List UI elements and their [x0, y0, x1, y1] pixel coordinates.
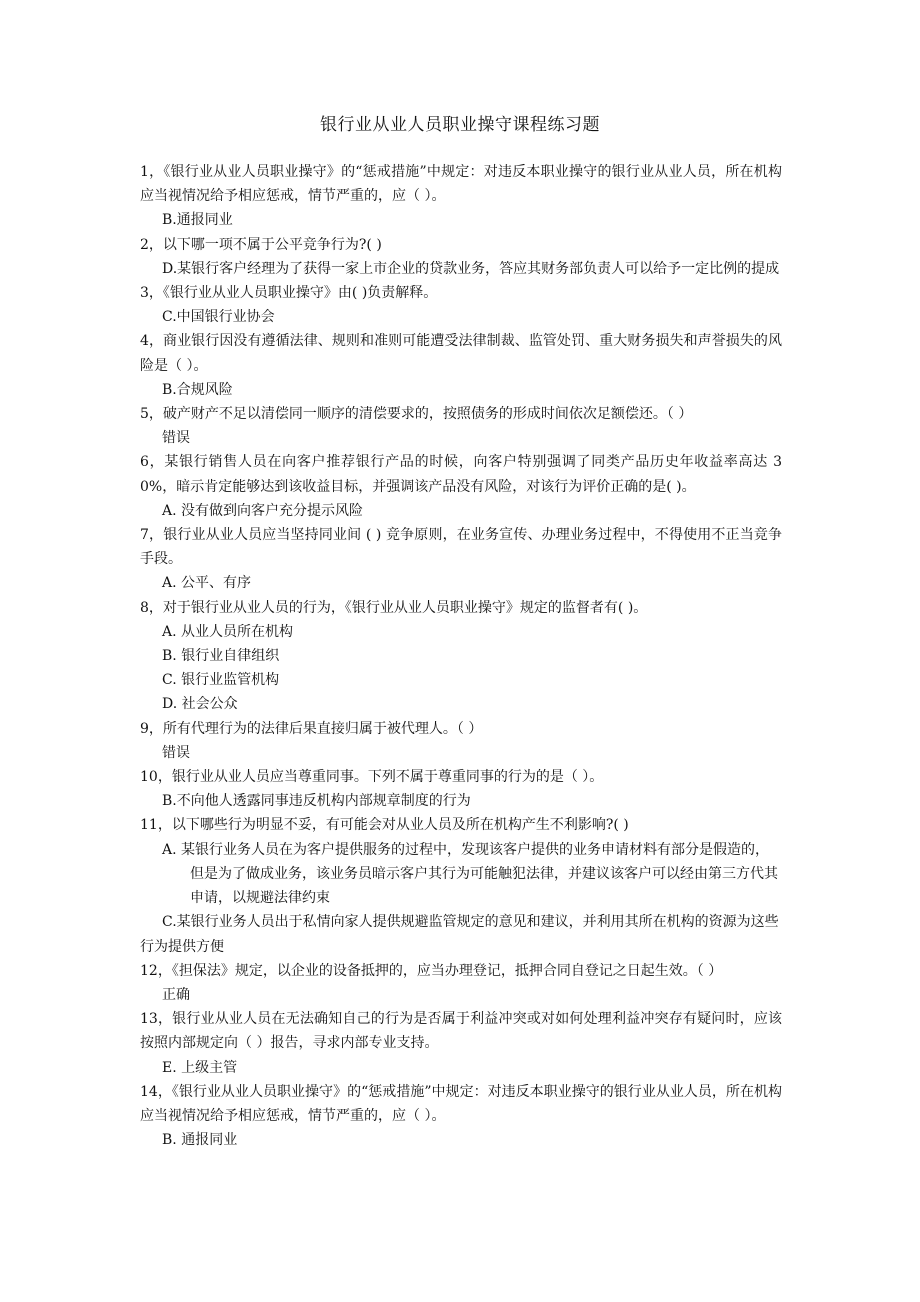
question-text: 13，银行业从业人员在无法确知自己的行为是否属于利益冲突或对如何处理利益冲突存有疑问时，应该按照内部规定向（ ）报告，寻求内部专业支持。 [140, 1011, 782, 1052]
question-list [140, 160, 782, 1152]
answer-text: C. 银行业监管机构 [162, 672, 280, 689]
answer-text: B.合规风险 [162, 381, 233, 398]
answer-text: B.不向他人透露同事违反机构内部规章制度的行为 [162, 793, 471, 810]
question-text: 10，银行业从业人员应当尊重同事。下列不属于尊重同事的行为的是（ ）。 [140, 769, 604, 786]
answer-text: B.通报同业 [162, 212, 233, 229]
answer-text: A. 某银行业务人员在为客户提供服务的过程中，发现该客户提供的业务申请材料有部分是假造的，但是为了做成业务，该业务员暗示客户其行为可能触犯法律，并建议该客户可以经由第三方代其申请，以规避法律约束 [162, 841, 778, 907]
question-text: 7，银行业从业人员应当坚持同业间 ( ) 竞争原则，在业务宣传、办理业务过程中，不得使用不正当竞争手段。 [140, 527, 782, 568]
answer-text: B. 银行业自律组织 [162, 648, 280, 665]
question-text: 2，以下哪一项不属于公平竞争行为?( ) [140, 236, 382, 253]
answer-text: 正确 [162, 986, 190, 1003]
answer-text: B. 通报同业 [162, 1132, 238, 1149]
question-text: 11，以下哪些行为明显不妥，有可能会对从业人员及所在机构产生不利影响?( ) [140, 817, 629, 834]
answer-text: 错误 [162, 430, 190, 447]
question-text: 9，所有代理行为的法律后果直接归属于被代理人。（ ） [140, 720, 483, 737]
answer-text: C.中国银行业协会 [162, 309, 275, 326]
question-text: 5，破产财产不足以清偿同一顺序的清偿要求的，按照债务的形成时间依次足额偿还。（ ） [140, 406, 693, 423]
page-title: 银行业从业人员职业操守课程练习题 [320, 115, 600, 135]
answer-text: A. 没有做到向客户充分提示风险 [162, 502, 364, 519]
answer-text: 错误 [162, 744, 190, 761]
answer-text: D.某银行客户经理为了获得一家上市企业的贷款业务，答应其财务部负责人可以给予一定比例的提成 [162, 260, 780, 277]
question-text: 14，《银行业从业人员职业操守》的“惩戒措施”中规定：对违反本职业操守的银行业从业人员，所在机构应当视情况给予相应惩戒，情节严重的，应（ ）。 [140, 1083, 782, 1124]
question-text: 6，某银行销售人员在向客户推荐银行产品的时候，向客户特别强调了同类产品历史年收益率高达 30%，暗示肯定能够达到该收益目标，并强调该产品没有风险，对该行为评价正确的是( )。 [140, 454, 782, 495]
question-text: 8，对于银行业从业人员的行为，《银行业从业人员职业操守》规定的监督者有( )。 [140, 599, 648, 616]
answer-text: A. 从业人员所在机构 [162, 623, 294, 640]
answer-text: D. 社会公众 [162, 696, 238, 713]
question-text: 3，《银行业从业人员职业操守》由( )负责解释。 [140, 285, 438, 302]
question-text: 4，商业银行因没有遵循法律、规则和准则可能遭受法律制裁、监管处罚、重大财务损失和声誉损失的风险是（ ）。 [140, 333, 782, 374]
question-text: 1，《银行业从业人员职业操守》的“惩戒措施”中规定：对违反本职业操守的银行业从业人员，所在机构应当视情况给予相应惩戒，情节严重的，应（ ）。 [140, 164, 782, 205]
question-text: 12，《担保法》规定，以企业的设备抵押的，应当办理登记，抵押合同自登记之日起生效。（ ） [140, 962, 723, 979]
answer-text: A. 公平、有序 [162, 575, 252, 592]
answer-text: C.某银行业务人员出于私情向家人提供规避监管规定的意见和建议，并利用其所在机构的资源为这些行为提供方便 [140, 914, 779, 955]
answer-text: E. 上级主管 [162, 1059, 238, 1076]
